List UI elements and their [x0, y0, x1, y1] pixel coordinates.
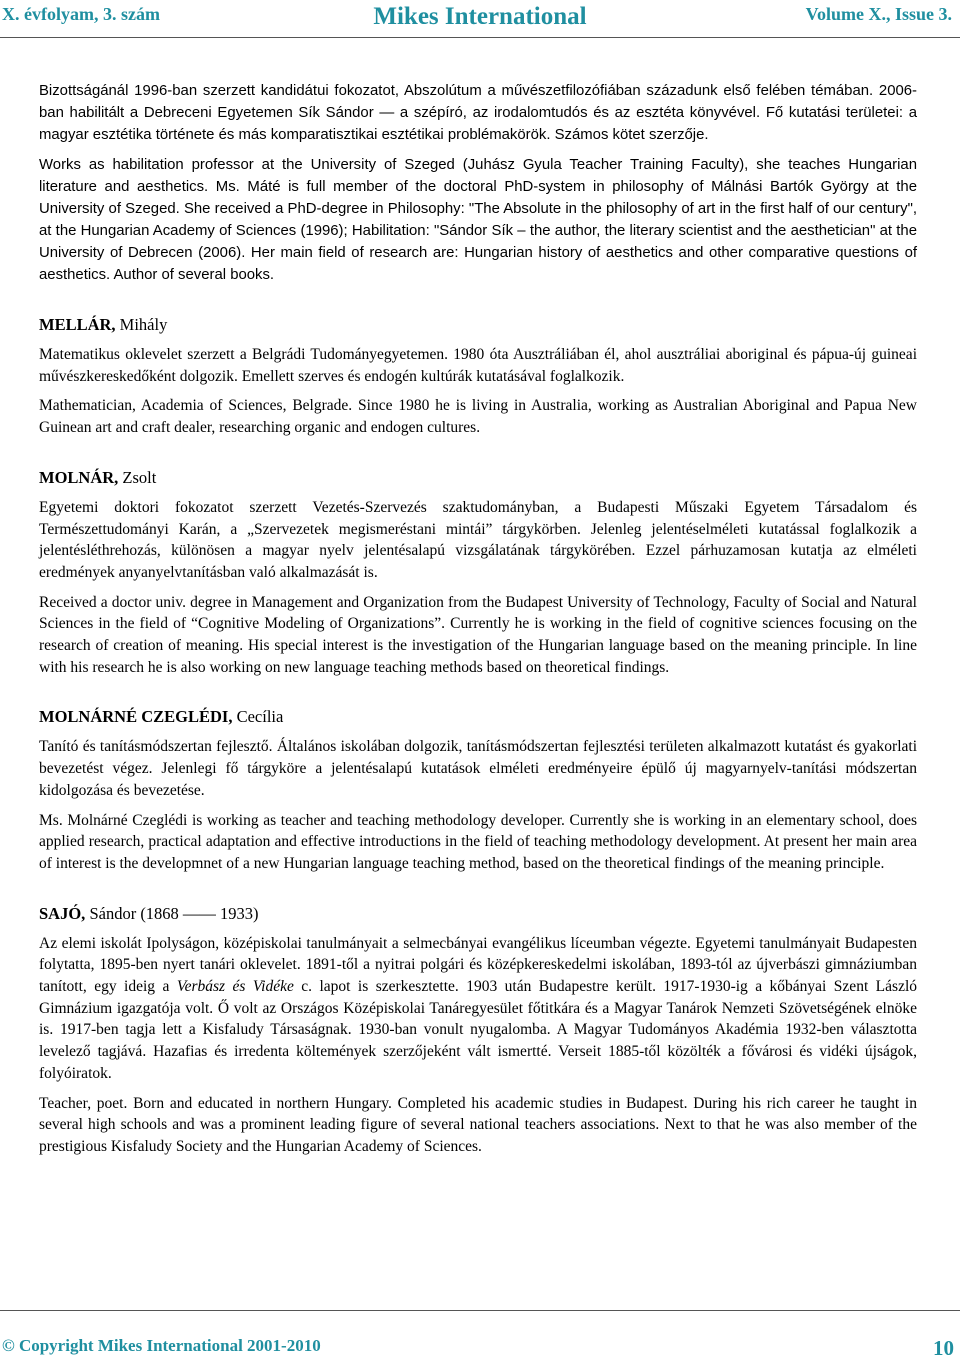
footer-copyright: © Copyright Mikes International 2001-2010 [2, 1336, 321, 1355]
entry-mate-english-bio: Works as habilitation professor at the University of Szeged (Juhász Gyula Teacher Training Faculty), she teaches Hungarian literature and aesthetics. Ms. Máté is full member of the doctoral PhD-system in philosophy of Málnási Bartók György at the University of Szeged. She received a PhD-degree in Philosophy: "The Absolute in the philosophy of art in the first half of our century", at the Hungarian Academy of Sciences (1996); Habilitation: "Sándor Sík – the author, the literary scientist and the aesthetician" at the University of Debrecen (2006). Her main field of research are: Hungarian history of aesthetics and other comparative questions of aesthetics. Author of several books. [39, 157, 917, 283]
entry-sajo-hungarian-bio [39, 933, 917, 1085]
entry-mellar-name [39, 314, 917, 336]
entry-molnarne-hungarian-bio: Tanító és tanításmódszertan fejlesztő. Általános iskolában dolgozik, tanításmódszertan fejlesztési területen alkalmazott kutatást és gyakorlati bevezetést végez. Jelenlegi fő tárgyköre a jelentésalapú kutatások elméleti eredményeire épülő új magyarnyelv-tanítási módszertan kidolgozása és bevezetése. [39, 738, 917, 799]
entry-sajo-hungarian-bio-part1: Az elemi iskolát Ipolyságon, középiskolai tanulmányait a selmecbányai evangélikus líceumban végezte. Egyetemi tanulmányait Budapesten folytatta, 1895-ben nyert tanári oklevelet. 1891-től a nyitrai polgári és középkereskedelmi iskolában, 1893-tól az újverbászi gimnáziumban tanított, egy ideig a [39, 934, 917, 996]
entry-mellar-given-name: Mihály [115, 315, 168, 334]
entry-molnarne-english-bio: Ms. Molnárné Czeglédi is working as teacher and teaching methodology developer. Currently she is working in an elementary school, does applied research, practical adaptation and effective introductions in the field of teaching methodology development. At present her main area of interest is the developmnet of a new Hungarian language teaching method, based on the theoretical findings of the meaning principle. [39, 811, 917, 872]
entry-mellar-surname: MELLÁR, [39, 315, 116, 334]
entry-molnar-hungarian-bio: Egyetemi doktori fokozatot szerzett Vezetés-Szervezés szaktudományban, a Budapesti Műszaki Egyetem Társadalom és Természettudományi Karán, a „Szervezetek megismeréstani mintái” tárgykörben. Jelenleg jelentéselméleti kutatással foglalkozik a jelentésléthrehozás, különösen a magyar nyelv jelentésalapú vizsgálatának tárgykörében. Ezzel párhuzamosan kutatja az elméleti eredmények anyanyelvtanításban való alkalmazását is. [39, 498, 917, 581]
entry-sajo-given-name: Sándor [85, 903, 137, 923]
entry-sajo-hungarian-bio-part2: c. lapot is szerkesztette. 1903 után Budapestre került. 1917-1930-ig a kőbányai Szent László Gimnázium igazgatója volt. Ő volt az Országos Középiskolai Tanáregyesület főtitkára és a Magyar Tanárok Nemzeti Szövetségének elnöke is. 1917-ben tagja lett a Kisfaludy Társaságnak. 1930-ban vonult nyugalomba. A Magyar Tudományos Akadémia 1932-ben választotta levelező tagjává. Hazafias és irredenta költemények szerzőjeként vált ismertté. Verseit 1885-től közölték a fővárosi és vidéki újságok, folyóiratok. [39, 978, 918, 1082]
entry-sajo-dates: (1868 —— 1933) [136, 903, 259, 923]
entry-molnarne-given-name: Cecília [232, 707, 284, 727]
entry-mellar-hungarian-bio: Matematikus oklevelet szerzett a Belgrádi Tudományegyetemen. 1980 óta Ausztráliában él, ahol ausztráliai aboriginal és pápua-új guineai művészkereskedőként dolgozik. Emellett szerves és endogén kultúrák kutatásával foglalkozik. [39, 346, 917, 385]
entry-molnar-name [39, 467, 917, 489]
footer-page-number: 10 [933, 1336, 954, 1360]
entry-sajo-journal-title: Verbász és Vidéke [176, 978, 294, 996]
footer-divider [0, 1310, 960, 1311]
entry-molnar-given-name: Zsolt [118, 467, 157, 487]
entry-sajo-name [39, 903, 917, 925]
page-header [0, 0, 960, 40]
entry-sajo-surname: SAJÓ, [39, 903, 86, 923]
header-issue-hungarian: X. évfolyam, 3. szám [2, 4, 160, 24]
entry-mellar-english-bio: Mathematician, Academia of Sciences, Belgrade. Since 1980 he is living in Australia, working as Australian Aboriginal and Papua New Guinean art and craft dealer, researching organic and endogen cultures. [39, 397, 917, 437]
entry-molnarne-surname: MOLNÁRNÉ CZEGLÉDI, [39, 707, 233, 727]
entry-molnar-surname: MOLNÁR, [39, 467, 119, 487]
entry-molnar-english-bio: Received a doctor univ. degree in Management and Organization from the Budapest University of Technology, Faculty of Social and Natural Sciences in the field of “Cognitive Modeling of Organizations”. Currently he is working in the field of cognitive sciences focusing on the research of creation of meaning. His special interest is the investigation of the Hungarian language based on the meaning principle. In line with his research he is also working on new language teaching methods based on theoretical findings. [39, 593, 917, 676]
header-journal-title: Mikes International [373, 3, 587, 30]
header-divider [0, 37, 960, 38]
entry-molnarne-name [39, 706, 917, 728]
entry-mate-hungarian-bio: Bizottságánál 1996-ban szerzett kandidátui fokozatot, Abszolútum a művészetfilozófiában századunk első felében témában. 2006-ban habilitált a Debreceni Egyetemen Sík Sándor — a szépíró, az irodalomtudós és az esztéta könyvével. Fő kutatási területei: a magyar esztétika története és más komparatisztikai esztétikai problémakörök. Számos kötet szerzője. [39, 83, 917, 143]
page-content [39, 80, 917, 1158]
header-issue-english: Volume X., Issue 3. [805, 4, 952, 24]
entry-sajo-english-bio: Teacher, poet. Born and educated in northern Hungary. Completed his academic studies in Budapest. During his rich career he taught in several high schools and was a prominent leading figure of several national teachers associations. Next to that he was also member of the prestigious Kisfaludy Society and the Hungarian Academy of Sciences. [39, 1094, 917, 1155]
